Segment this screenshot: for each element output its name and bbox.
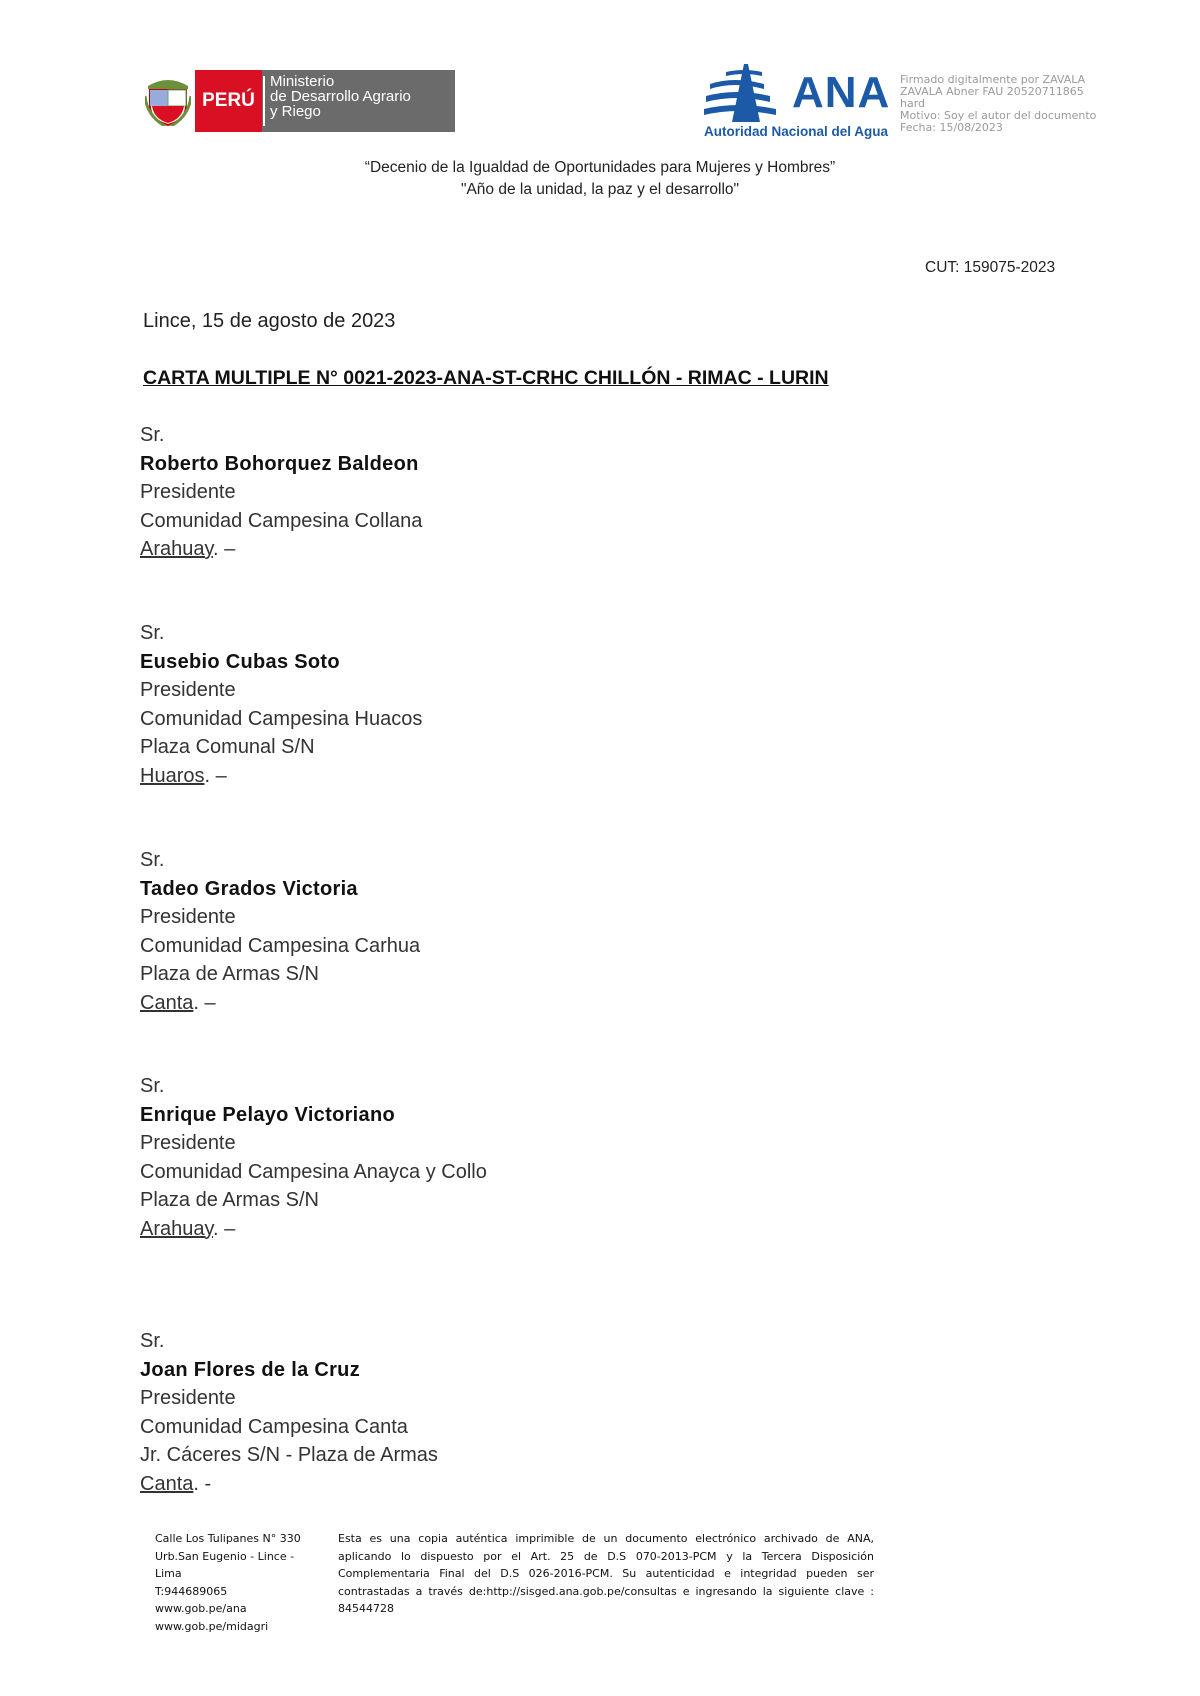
recipient-role: Presidente (140, 481, 236, 503)
recipient-organization: Comunidad Campesina Anayca y Collo (140, 1160, 487, 1183)
recipient-city-line (140, 762, 422, 791)
recipient-city-suffix: . – (193, 991, 216, 1014)
recipient-organization: Comunidad Campesina Collana (140, 509, 423, 532)
recipient-name: Joan Flores de la Cruz (140, 1358, 360, 1381)
signature-line: hard (900, 97, 926, 110)
recipient-organization: Comunidad Campesina Carhua (140, 934, 421, 957)
motto-decade: “Decenio de la Igualdad de Oportunidades para Mujeres y Hombres” (364, 159, 836, 176)
recipient-role: Presidente (140, 1132, 236, 1154)
footer-address-line: Calle Los Tulipanes N° 330 (155, 1532, 301, 1545)
footer-link-ana[interactable]: www.gob.pe/ana (155, 1602, 247, 1615)
recipient-address: Plaza de Armas S/N (140, 1189, 319, 1211)
recipient-city: Canta (140, 1472, 194, 1495)
footer-legal-notice: Esta es una copia auténtica imprimible de un documento electrónico archivado de ANA, aplicando lo dispuesto por el Art. 25 de D.S 070-2013-PCM y la Tercera Disposición Complementaria Final del D.S 026-2016-PCM. Su autenticidad e integridad pueden ser contrastadas a través de:http://sisged.ana.gob.pe/consultas e ingresando la siguiente clave : 84544728 (338, 1532, 874, 1615)
divider (263, 76, 265, 126)
signature-line: Fecha: 15/08/2023 (900, 121, 1003, 134)
recipient-salutation: Sr. (140, 1330, 165, 1352)
recipient-city: Arahuay (140, 1217, 214, 1240)
date-line: Lince, 15 de agosto de 2023 (143, 310, 396, 332)
recipient-city: Canta (140, 991, 194, 1014)
recipient-address: Plaza de Armas S/N (140, 963, 319, 985)
ministry-name (262, 70, 455, 132)
letter-title: CARTA MULTIPLE N° 0021-2023-ANA-ST-CRHC CHILLÓN - RIMAC - LURIN (143, 367, 829, 389)
recipient-city-line (140, 989, 420, 1018)
recipient-name: Eusebio Cubas Soto (140, 650, 340, 673)
recipient-organization: Comunidad Campesina Canta (140, 1415, 408, 1438)
recipient-salutation: Sr. (140, 1075, 165, 1097)
signature-line: Firmado digitalmente por ZAVALA (900, 73, 1086, 86)
recipient-block (140, 1327, 438, 1498)
recipient-block (140, 421, 422, 564)
ana-logo (704, 62, 904, 144)
signature-line: ZAVALA Abner FAU 20520711865 (900, 85, 1084, 98)
ministry-line: y Riego (270, 103, 321, 120)
signature-line: Motivo: Soy el autor del documento (900, 109, 1097, 122)
motto-year: "Año de la unidad, la paz y el desarrollo" (460, 181, 740, 198)
peru-label: PERÚ (195, 70, 262, 132)
recipient-block (140, 846, 420, 1017)
recipient-block (140, 619, 422, 790)
recipient-name: Roberto Bohorquez Baldeon (140, 452, 419, 475)
peru-coat-of-arms-icon (145, 76, 191, 126)
digital-signature (900, 74, 1100, 134)
recipient-block (140, 1072, 487, 1243)
footer-link-midagri[interactable]: www.gob.pe/midagri (155, 1619, 269, 1633)
ana-subtitle: Autoridad Nacional del Agua (704, 124, 889, 139)
recipient-name: Enrique Pelayo Victoriano (140, 1103, 395, 1126)
ministry-logo (145, 70, 455, 132)
ministry-line: Ministerio (270, 73, 335, 90)
recipient-city-suffix: . – (204, 764, 227, 787)
recipient-address: Jr. Cáceres S/N - Plaza de Armas (140, 1444, 438, 1466)
recipient-salutation: Sr. (140, 849, 165, 871)
recipient-salutation: Sr. (140, 622, 165, 644)
recipient-city: Arahuay (140, 538, 214, 560)
ministry-line: de Desarrollo Agrario (270, 88, 411, 105)
cut-number: CUT: 159075-2023 (925, 259, 1056, 276)
recipient-organization: Comunidad Campesina Huacos (140, 707, 423, 730)
footer-address-line: Lima (155, 1567, 182, 1580)
recipient-city-suffix: . – (213, 1217, 236, 1240)
recipient-city-line (140, 1470, 438, 1499)
recipient-city-line (140, 1215, 487, 1244)
recipient-role: Presidente (140, 679, 236, 701)
footer-address (155, 1530, 301, 1635)
recipient-role: Presidente (140, 906, 236, 928)
recipient-address: Plaza Comunal S/N (140, 736, 315, 758)
ana-label: ANA (792, 68, 891, 117)
water-waves-icon (704, 62, 788, 124)
footer-address-line: Urb.San Eugenio - Lince - (155, 1549, 295, 1563)
footer-phone: T:944689065 (155, 1584, 228, 1598)
recipient-salutation: Sr. (140, 424, 165, 446)
recipient-role: Presidente (140, 1387, 236, 1409)
recipient-city: Huaros (140, 764, 205, 787)
recipient-name: Tadeo Grados Victoria (140, 877, 358, 900)
recipient-city-line (140, 535, 422, 564)
recipient-city-suffix: . - (193, 1472, 212, 1495)
recipient-city-suffix: . – (213, 538, 236, 560)
